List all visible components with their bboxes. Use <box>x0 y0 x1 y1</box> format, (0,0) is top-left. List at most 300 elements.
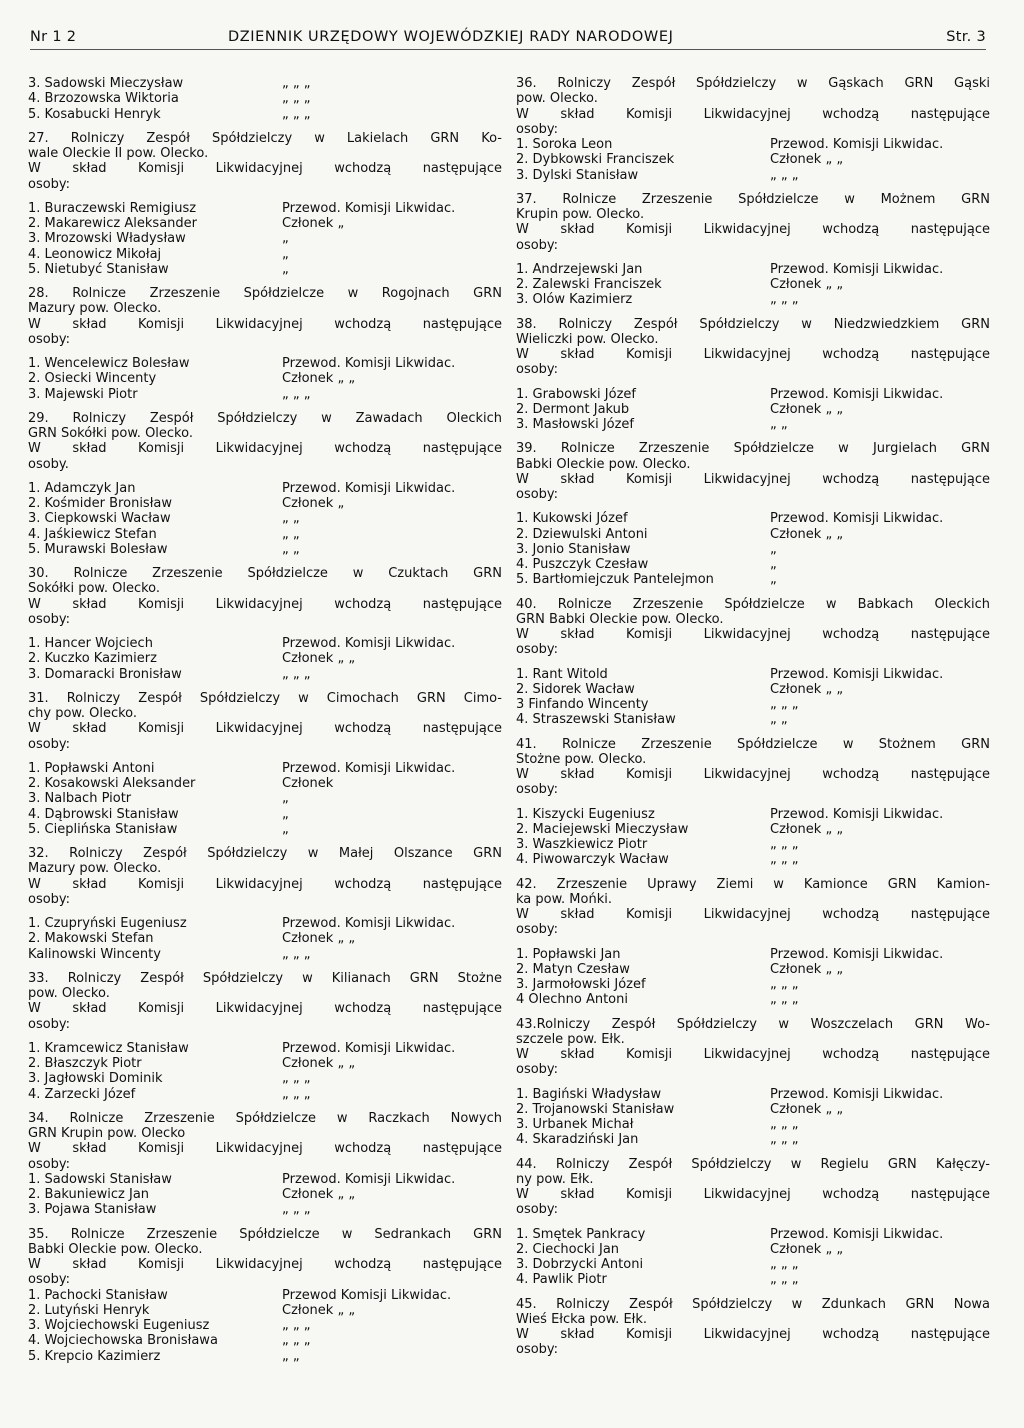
member-function: Członek „ „ <box>770 821 844 837</box>
commission-intro: W skład Komisji Likwidacyjnej wchodzą następujące <box>28 721 502 737</box>
member-function: Przewod. Komisji Likwidac. <box>770 511 944 527</box>
member-name: 1. Kukowski Józef <box>516 511 628 527</box>
member-name: 1. Wencelewicz Bolesław <box>28 356 190 371</box>
section-gap <box>28 907 502 916</box>
member-function: Przewod. Komisji Likwidac. <box>282 1040 456 1056</box>
member-name: 4. Piwowarczyk Wacław <box>516 852 669 868</box>
member-name: 1. Czupryński Eugeniusz <box>28 916 187 931</box>
member-row <box>28 667 502 682</box>
text-line: osoby: <box>516 121 559 137</box>
member-row <box>516 511 990 526</box>
member-name: 2. Kosakowski Aleksander <box>28 776 196 791</box>
member-name: 3. Wojciechowski Eugeniusz <box>28 1318 210 1333</box>
member-name: 4. Brzozowska Wiktoria <box>28 91 179 107</box>
member-function: Przewod. Komisji Likwidac. <box>282 636 456 651</box>
member-name: 5. Bartłomiejczuk Pantelejmon <box>516 572 714 588</box>
member-function: „ <box>282 791 289 807</box>
section-gap <box>28 347 502 356</box>
section-gap <box>28 1102 502 1111</box>
section-gap <box>28 962 502 971</box>
member-row <box>516 1227 990 1242</box>
text-line: osoby: <box>28 176 71 192</box>
member-name: 1. Pachocki Stanisław <box>28 1287 168 1303</box>
section-heading: 29. Rolniczy Zespół Spółdzielczy w Zawadach Oleckich <box>28 410 502 426</box>
member-function: Przewod. Komisji Likwidac. <box>282 916 456 931</box>
member-row <box>28 1071 502 1086</box>
member-function: Przewod. Komisji Likwidac. <box>770 946 944 962</box>
section-heading: 39. Rolnicze Zrzeszenie Spółdzielcze w Jurgielach GRN <box>516 441 990 457</box>
member-row <box>516 137 990 152</box>
member-row <box>28 791 502 806</box>
section-gap <box>516 868 990 877</box>
member-function: Członek „ „ <box>282 931 356 947</box>
member-row <box>28 916 502 931</box>
member-name: 4. Leonowicz Mikołaj <box>28 246 162 262</box>
member-function: Przewod. Komisji Likwidac. <box>770 1226 944 1242</box>
member-row <box>516 527 990 542</box>
member-function: Członek „ „ <box>770 681 844 697</box>
member-name: 5. Kosabucki Henryk <box>28 106 161 122</box>
member-name: 2. Ciechocki Jan <box>516 1241 620 1257</box>
member-function: „ <box>282 806 289 822</box>
member-row <box>28 527 502 542</box>
member-function: Przewod. Komisji Likwidac. <box>770 1086 944 1102</box>
section-gap <box>28 1218 502 1227</box>
section-gap <box>28 682 502 691</box>
section-gap <box>28 557 502 566</box>
text-line: wale Oleckie II pow. Olecko. <box>28 146 209 161</box>
text-line: osoby: <box>516 1342 559 1358</box>
member-name: 2. Bakuniewicz Jan <box>28 1187 150 1202</box>
member-row <box>516 837 990 852</box>
text-line: Wieś Ełcka pow. Ełk. <box>516 1311 648 1327</box>
commission-intro: W skład Komisji Likwidacyjnej wchodzą następujące <box>28 1001 502 1017</box>
member-function: „ „ <box>282 1348 300 1364</box>
member-row <box>516 557 990 572</box>
text-line: Krupin pow. Olecko. <box>516 207 645 222</box>
text-line: Mazury pow. Olecko. <box>28 301 162 317</box>
member-function: „ „ „ <box>770 697 799 712</box>
text-line: GRN Sokółki pow. Olecko. <box>28 426 193 441</box>
section-heading: 28. Rolnicze Zrzeszenie Spółdzielcze w Rogojnach GRN <box>28 286 502 301</box>
section-gap <box>28 402 502 411</box>
member-name: 3. Jagłowski Dominik <box>28 1071 163 1087</box>
member-name: 2. Maciejewski Mieczysław <box>516 821 689 837</box>
member-row <box>516 1272 990 1287</box>
member-function: Członek „ <box>282 216 345 231</box>
member-name: 2. Dziewulski Antoni <box>516 526 648 542</box>
member-name: 5. Murawski Bolesław <box>28 541 168 557</box>
member-function: Przewod. Komisji Likwidac. <box>770 261 944 277</box>
member-function: Członek „ „ <box>770 152 844 168</box>
right-column <box>516 76 990 1358</box>
member-name: 3. Dobrzycki Antoni <box>516 1257 644 1272</box>
member-row <box>516 572 990 587</box>
member-row <box>28 1087 502 1102</box>
member-name: 5. Cieplińska Stanisław <box>28 821 178 837</box>
member-name: 3. Dylski Stanisław <box>516 167 639 183</box>
member-function: Członek <box>282 776 334 791</box>
section-heading: 42. Zrzeszenie Uprawy Ziemi w Kamionce GRN Kamion- <box>516 876 990 892</box>
member-name: 1. Popławski Antoni <box>28 760 155 776</box>
text-line: GRN Babki Oleckie pow. Olecko. <box>516 611 724 627</box>
member-name: 3. Domaracki Bronisław <box>28 666 182 682</box>
member-row <box>28 387 502 402</box>
member-name: 4. Puszczyk Czesław <box>516 557 649 572</box>
member-function: „ „ „ <box>770 1272 799 1288</box>
section-gap <box>516 938 990 947</box>
member-row <box>28 776 502 791</box>
member-row <box>28 247 502 262</box>
member-name: 1. Rant Witold <box>516 666 608 682</box>
text-line: osoby: <box>516 237 559 253</box>
section-gap <box>516 183 990 192</box>
member-row <box>28 496 502 511</box>
member-function: Przewod. Komisji Likwidac. <box>282 480 456 496</box>
member-name: 1. Hancer Wojciech <box>28 636 153 651</box>
section-gap <box>516 1078 990 1087</box>
member-function: Przewod. Komisji Likwidac. <box>770 386 944 402</box>
member-row <box>28 542 502 557</box>
member-function: Członek „ „ <box>282 651 356 667</box>
member-name: 3. Ciepkowski Wacław <box>28 511 171 527</box>
member-function: „ „ „ <box>770 1117 799 1132</box>
member-row <box>28 262 502 277</box>
member-function: Przewod. Komisji Likwidac. <box>282 760 456 776</box>
member-row <box>516 292 990 307</box>
section-gap <box>516 502 990 511</box>
commission-intro: W skład Komisji Likwidacyjnej wchodzą następujące <box>28 1257 502 1272</box>
commission-intro: W skład Komisji Likwidacyjnej wchodzą następujące <box>516 1187 990 1202</box>
member-name: 4. Zarzecki Józef <box>28 1086 136 1102</box>
member-name: 2. Zalewski Franciszek <box>516 277 662 292</box>
member-function: Członek „ „ <box>770 1101 844 1117</box>
member-name: 1. Grabowski Józef <box>516 386 636 402</box>
member-name: 3. Jonio Stanisław <box>516 541 631 557</box>
member-name: 1. Sadowski Stanisław <box>28 1171 172 1187</box>
section-gap <box>516 432 990 441</box>
member-function: „ „ „ <box>282 1086 311 1102</box>
member-function: „ „ „ <box>282 106 311 122</box>
member-function: „ <box>282 821 289 837</box>
member-row <box>516 977 990 992</box>
member-row <box>28 1288 502 1303</box>
section-heading: 41. Rolnicze Zrzeszenie Spółdzielcze w Stożnem GRN <box>516 736 990 752</box>
text-line: Mazury pow. Olecko. <box>28 861 162 877</box>
member-row <box>516 682 990 697</box>
commission-intro: W skład Komisji Likwidacyjnej wchodzą następujące <box>516 222 990 238</box>
commission-intro: W skład Komisji Likwidacyjnej wchodzą następujące <box>516 347 990 362</box>
member-row <box>28 761 502 776</box>
member-name: 1. Kramcewicz Stanisław <box>28 1040 189 1056</box>
member-function: Członek „ „ <box>282 371 356 387</box>
member-name: 4. Skaradziński Jan <box>516 1132 639 1148</box>
text-line: osoby: <box>516 362 559 378</box>
section-gap <box>516 1288 990 1297</box>
member-function: „ „ <box>282 526 300 542</box>
text-line: Stożne pow. Olecko. <box>516 751 647 767</box>
section-gap <box>516 588 990 597</box>
text-line: osoby: <box>28 611 71 627</box>
member-row <box>28 807 502 822</box>
member-row <box>516 807 990 822</box>
member-row <box>516 1102 990 1117</box>
member-name: 2. Dermont Jakub <box>516 401 630 417</box>
member-function: Członek „ „ <box>770 401 844 417</box>
commission-intro: W skład Komisji Likwidacyjnej wchodzą następujące <box>516 1047 990 1062</box>
member-name: 3. Majewski Piotr <box>28 386 138 402</box>
section-heading: 35. Rolnicze Zrzeszenie Spółdzielcze w Sedrankach GRN <box>28 1226 502 1242</box>
section-gap <box>28 122 502 131</box>
section-heading: 43.Rolniczy Zespół Spółdzielczy w Woszczelach GRN Wo- <box>516 1016 990 1032</box>
section-heading: 27. Rolniczy Zespół Spółdzielczy w Lakielach GRN Ko- <box>28 130 502 146</box>
member-row <box>28 356 502 371</box>
member-row <box>516 168 990 183</box>
member-name: 1. Popławski Jan <box>516 946 621 962</box>
commission-intro: W skład Komisji Likwidacyjnej wchodzą następujące <box>28 596 502 612</box>
section-heading: 40. Rolnicze Zrzeszenie Spółdzielcze w Babkach Oleckich <box>516 596 990 612</box>
commission-intro: W skład Komisji Likwidacyjnej wchodzą następujące <box>28 161 502 177</box>
member-row <box>28 216 502 231</box>
member-name: Kalinowski Wincenty <box>28 946 161 962</box>
section-gap <box>516 253 990 262</box>
section-gap <box>28 837 502 846</box>
member-name: 4 Olechno Antoni <box>516 992 628 1008</box>
member-function: „ „ „ <box>282 1202 311 1218</box>
member-name: 1. Kiszycki Eugeniusz <box>516 806 655 822</box>
member-name: 1. Andrzejewski Jan <box>516 261 643 277</box>
member-function: „ „ „ <box>770 852 799 868</box>
member-row <box>516 992 990 1007</box>
member-function: Członek „ <box>282 496 345 511</box>
member-function: Przewod. Komisji Likwidac. <box>770 666 944 682</box>
member-name: 4. Straszewski Stanisław <box>516 712 676 728</box>
member-name: 3 Finfando Wincenty <box>516 697 649 712</box>
member-name: 1. Buraczewski Remigiusz <box>28 200 197 216</box>
member-function: „ „ „ <box>282 946 311 962</box>
member-row <box>28 931 502 946</box>
member-function: Przewod Komisji Likwidac. <box>282 1287 452 1303</box>
text-line: osoby: <box>28 1156 71 1172</box>
member-row <box>28 231 502 246</box>
member-name: 3. Masłowski Józef <box>516 417 635 432</box>
section-gap <box>516 728 990 737</box>
section-gap <box>516 1148 990 1157</box>
member-function: „ „ „ <box>282 386 311 402</box>
member-row <box>28 1303 502 1318</box>
member-row <box>516 542 990 557</box>
text-line: Wieliczki pow. Olecko. <box>516 331 659 347</box>
member-row <box>28 1202 502 1217</box>
member-function: Członek „ „ <box>770 1241 844 1257</box>
member-row <box>516 417 990 432</box>
member-function: Członek „ „ <box>770 526 844 542</box>
commission-intro: W skład Komisji Likwidacyjnej wchodzą następujące <box>28 441 502 457</box>
section-gap <box>516 658 990 667</box>
member-function: Członek „ „ <box>770 277 844 292</box>
section-gap <box>28 192 502 201</box>
text-line: osoby. <box>28 456 69 472</box>
text-line: Sokółki pow. Olecko. <box>28 581 161 597</box>
member-function: Przewod. Komisji Likwidac. <box>282 356 456 371</box>
section-heading: 44. Rolniczy Zespół Spółdzielczy w Regielu GRN Kałęczy- <box>516 1156 990 1172</box>
text-line: osoby: <box>516 782 559 798</box>
section-heading: 31. Rolniczy Zespół Spółdzielczy w Cimochach GRN Cimo- <box>28 690 502 706</box>
text-line: pow. Olecko. <box>516 91 598 107</box>
member-row <box>516 822 990 837</box>
member-row <box>516 852 990 867</box>
member-function: Przewod. Komisji Likwidac. <box>282 1171 456 1187</box>
member-function: Przewod. Komisji Likwidac. <box>770 806 944 822</box>
member-function: „ „ „ <box>770 292 799 308</box>
text-line: ny pow. Ełk. <box>516 1171 594 1187</box>
text-line: Babki Oleckie pow. Olecko. <box>28 1241 203 1257</box>
member-row <box>28 76 502 91</box>
section-gap <box>28 752 502 761</box>
member-function: „ „ „ <box>282 1071 311 1087</box>
section-gap <box>28 627 502 636</box>
member-name: 1. Smętek Pankracy <box>516 1226 646 1242</box>
member-name: 3. Nalbach Piotr <box>28 791 132 807</box>
commission-intro: W skład Komisji Likwidacyjnej wchodzą następujące <box>28 316 502 332</box>
member-row <box>28 481 502 496</box>
member-name: 4. Dąbrowski Stanisław <box>28 806 179 822</box>
member-name: 2. Osiecki Wincenty <box>28 371 157 387</box>
section-gap <box>28 277 502 286</box>
member-function: „ „ „ <box>282 76 311 91</box>
section-gap <box>516 798 990 807</box>
member-name: 2. Błaszczyk Piotr <box>28 1056 142 1071</box>
section-heading: 37. Rolnicze Zrzeszenie Spółdzielcze w Możnem GRN <box>516 191 990 207</box>
commission-intro: W skład Komisji Likwidacyjnej wchodzą następujące <box>516 106 990 122</box>
member-function: Przewod. Komisji Likwidac. <box>770 137 944 152</box>
member-row <box>28 107 502 122</box>
member-function: „ „ „ <box>770 992 799 1008</box>
member-name: 2. Kuczko Kazimierz <box>28 651 157 667</box>
member-function: „ „ „ <box>282 1333 311 1349</box>
member-name: 1. Bagiński Władysław <box>516 1086 662 1102</box>
section-heading: 45. Rolniczy Zespół Spółdzielczy w Zdunkach GRN Nowa <box>516 1296 990 1312</box>
text-line: pow. Olecko. <box>28 986 110 1001</box>
member-row <box>28 1318 502 1333</box>
member-name: 2. Trojanowski Stanisław <box>516 1101 675 1117</box>
text-line: osoby: <box>28 891 71 907</box>
member-row <box>516 262 990 277</box>
section-gap <box>516 1008 990 1017</box>
section-heading: 32. Rolniczy Zespół Spółdzielczy w Małej Olszance GRN <box>28 846 502 861</box>
member-name: 2. Sidorek Wacław <box>516 681 635 697</box>
section-heading: 34. Rolnicze Zrzeszenie Spółdzielcze w Raczkach Nowych <box>28 1110 502 1126</box>
text-line: osoby: <box>516 922 559 938</box>
member-function: „ „ <box>770 417 788 432</box>
text-line: chy pow. Olecko. <box>28 706 138 721</box>
member-row <box>28 1172 502 1187</box>
member-row <box>516 1132 990 1147</box>
member-name: 5. Nietubyć Stanisław <box>28 261 169 277</box>
member-function: „ „ „ <box>282 91 311 107</box>
commission-intro: W skład Komisji Likwidacyjnej wchodzą następujące <box>28 876 502 892</box>
commission-intro: W skład Komisji Likwidacyjnej wchodzą następujące <box>28 1141 502 1157</box>
member-row <box>28 1056 502 1071</box>
member-function: „ „ „ <box>770 167 799 183</box>
text-line: osoby: <box>516 1062 559 1078</box>
member-row <box>28 91 502 106</box>
member-name: 3. Waszkiewicz Piotr <box>516 837 648 852</box>
text-line: Babki Oleckie pow. Olecko. <box>516 456 691 472</box>
member-row <box>28 1187 502 1202</box>
member-name: 2. Dybkowski Franciszek <box>516 152 675 168</box>
member-row <box>516 1117 990 1132</box>
member-row <box>28 947 502 962</box>
member-row <box>28 1333 502 1348</box>
commission-intro: W skład Komisji Likwidacyjnej wchodzą następujące <box>516 1327 990 1342</box>
member-name: 2. Makowski Stefan <box>28 931 154 947</box>
section-gap <box>28 1032 502 1041</box>
member-row <box>516 1242 990 1257</box>
text-line: osoby: <box>28 1016 71 1032</box>
member-name: 4. Wojciechowska Bronisława <box>28 1333 218 1349</box>
member-row <box>516 277 990 292</box>
member-function: Członek „ „ <box>282 1302 356 1318</box>
member-row <box>516 1257 990 1272</box>
section-gap <box>516 1218 990 1227</box>
section-heading: 38. Rolniczy Zespół Spółdzielczy w Niedzwiedzkiem GRN <box>516 316 990 332</box>
member-function: „ <box>770 557 777 572</box>
text-line: GRN Krupin pow. Olecko <box>28 1126 186 1141</box>
text-line: szczele pow. Ełk. <box>516 1031 625 1047</box>
member-function: „ „ „ <box>770 837 799 852</box>
text-line: osoby: <box>516 1202 559 1218</box>
member-row <box>516 697 990 712</box>
member-name: 3. Sadowski Mieczysław <box>28 76 184 91</box>
member-function: „ „ „ <box>282 1318 311 1333</box>
member-name: 2. Kośmider Bronisław <box>28 496 172 511</box>
member-function: „ <box>282 246 289 262</box>
member-name: 2. Matyn Czesław <box>516 961 630 977</box>
commission-intro: W skład Komisji Likwidacyjnej wchodzą następujące <box>516 767 990 782</box>
section-gap <box>516 308 990 317</box>
page-number: Str. 3 <box>946 29 986 45</box>
member-function: „ „ „ <box>770 1257 799 1272</box>
member-name: 2. Lutyński Henryk <box>28 1302 150 1318</box>
member-row <box>516 962 990 977</box>
member-row <box>28 1349 502 1364</box>
member-function: „ „ „ <box>770 1132 799 1148</box>
member-name: 5. Krepcio Kazimierz <box>28 1348 161 1364</box>
member-row <box>28 201 502 216</box>
member-function: „ „ <box>282 541 300 557</box>
member-function: „ <box>770 572 777 588</box>
commission-intro: W skład Komisji Likwidacyjnej wchodzą następujące <box>516 471 990 487</box>
section-heading: 30. Rolnicze Zrzeszenie Spółdzielcze w Czuktach GRN <box>28 566 502 581</box>
member-name: 3. Jarmołowski Józef <box>516 977 646 992</box>
member-row <box>516 152 990 167</box>
member-function: „ „ <box>770 712 788 728</box>
section-gap <box>516 378 990 387</box>
member-row <box>516 667 990 682</box>
member-row <box>28 371 502 386</box>
member-row <box>28 822 502 837</box>
member-function: „ <box>282 231 289 247</box>
text-line: osoby: <box>28 736 71 752</box>
member-name: 3. Urbanek Michał <box>516 1117 634 1132</box>
member-function: Członek „ „ <box>282 1187 356 1202</box>
journal-title: DZIENNIK URZĘDOWY WOJEWÓDZKIEJ RADY NARODOWEJ <box>228 29 674 45</box>
member-function: „ „ <box>282 511 300 527</box>
member-name: 1. Soroka Leon <box>516 137 613 152</box>
issue-number: Nr 1 2 <box>30 29 77 45</box>
text-line: ka pow. Mońki. <box>516 891 612 907</box>
